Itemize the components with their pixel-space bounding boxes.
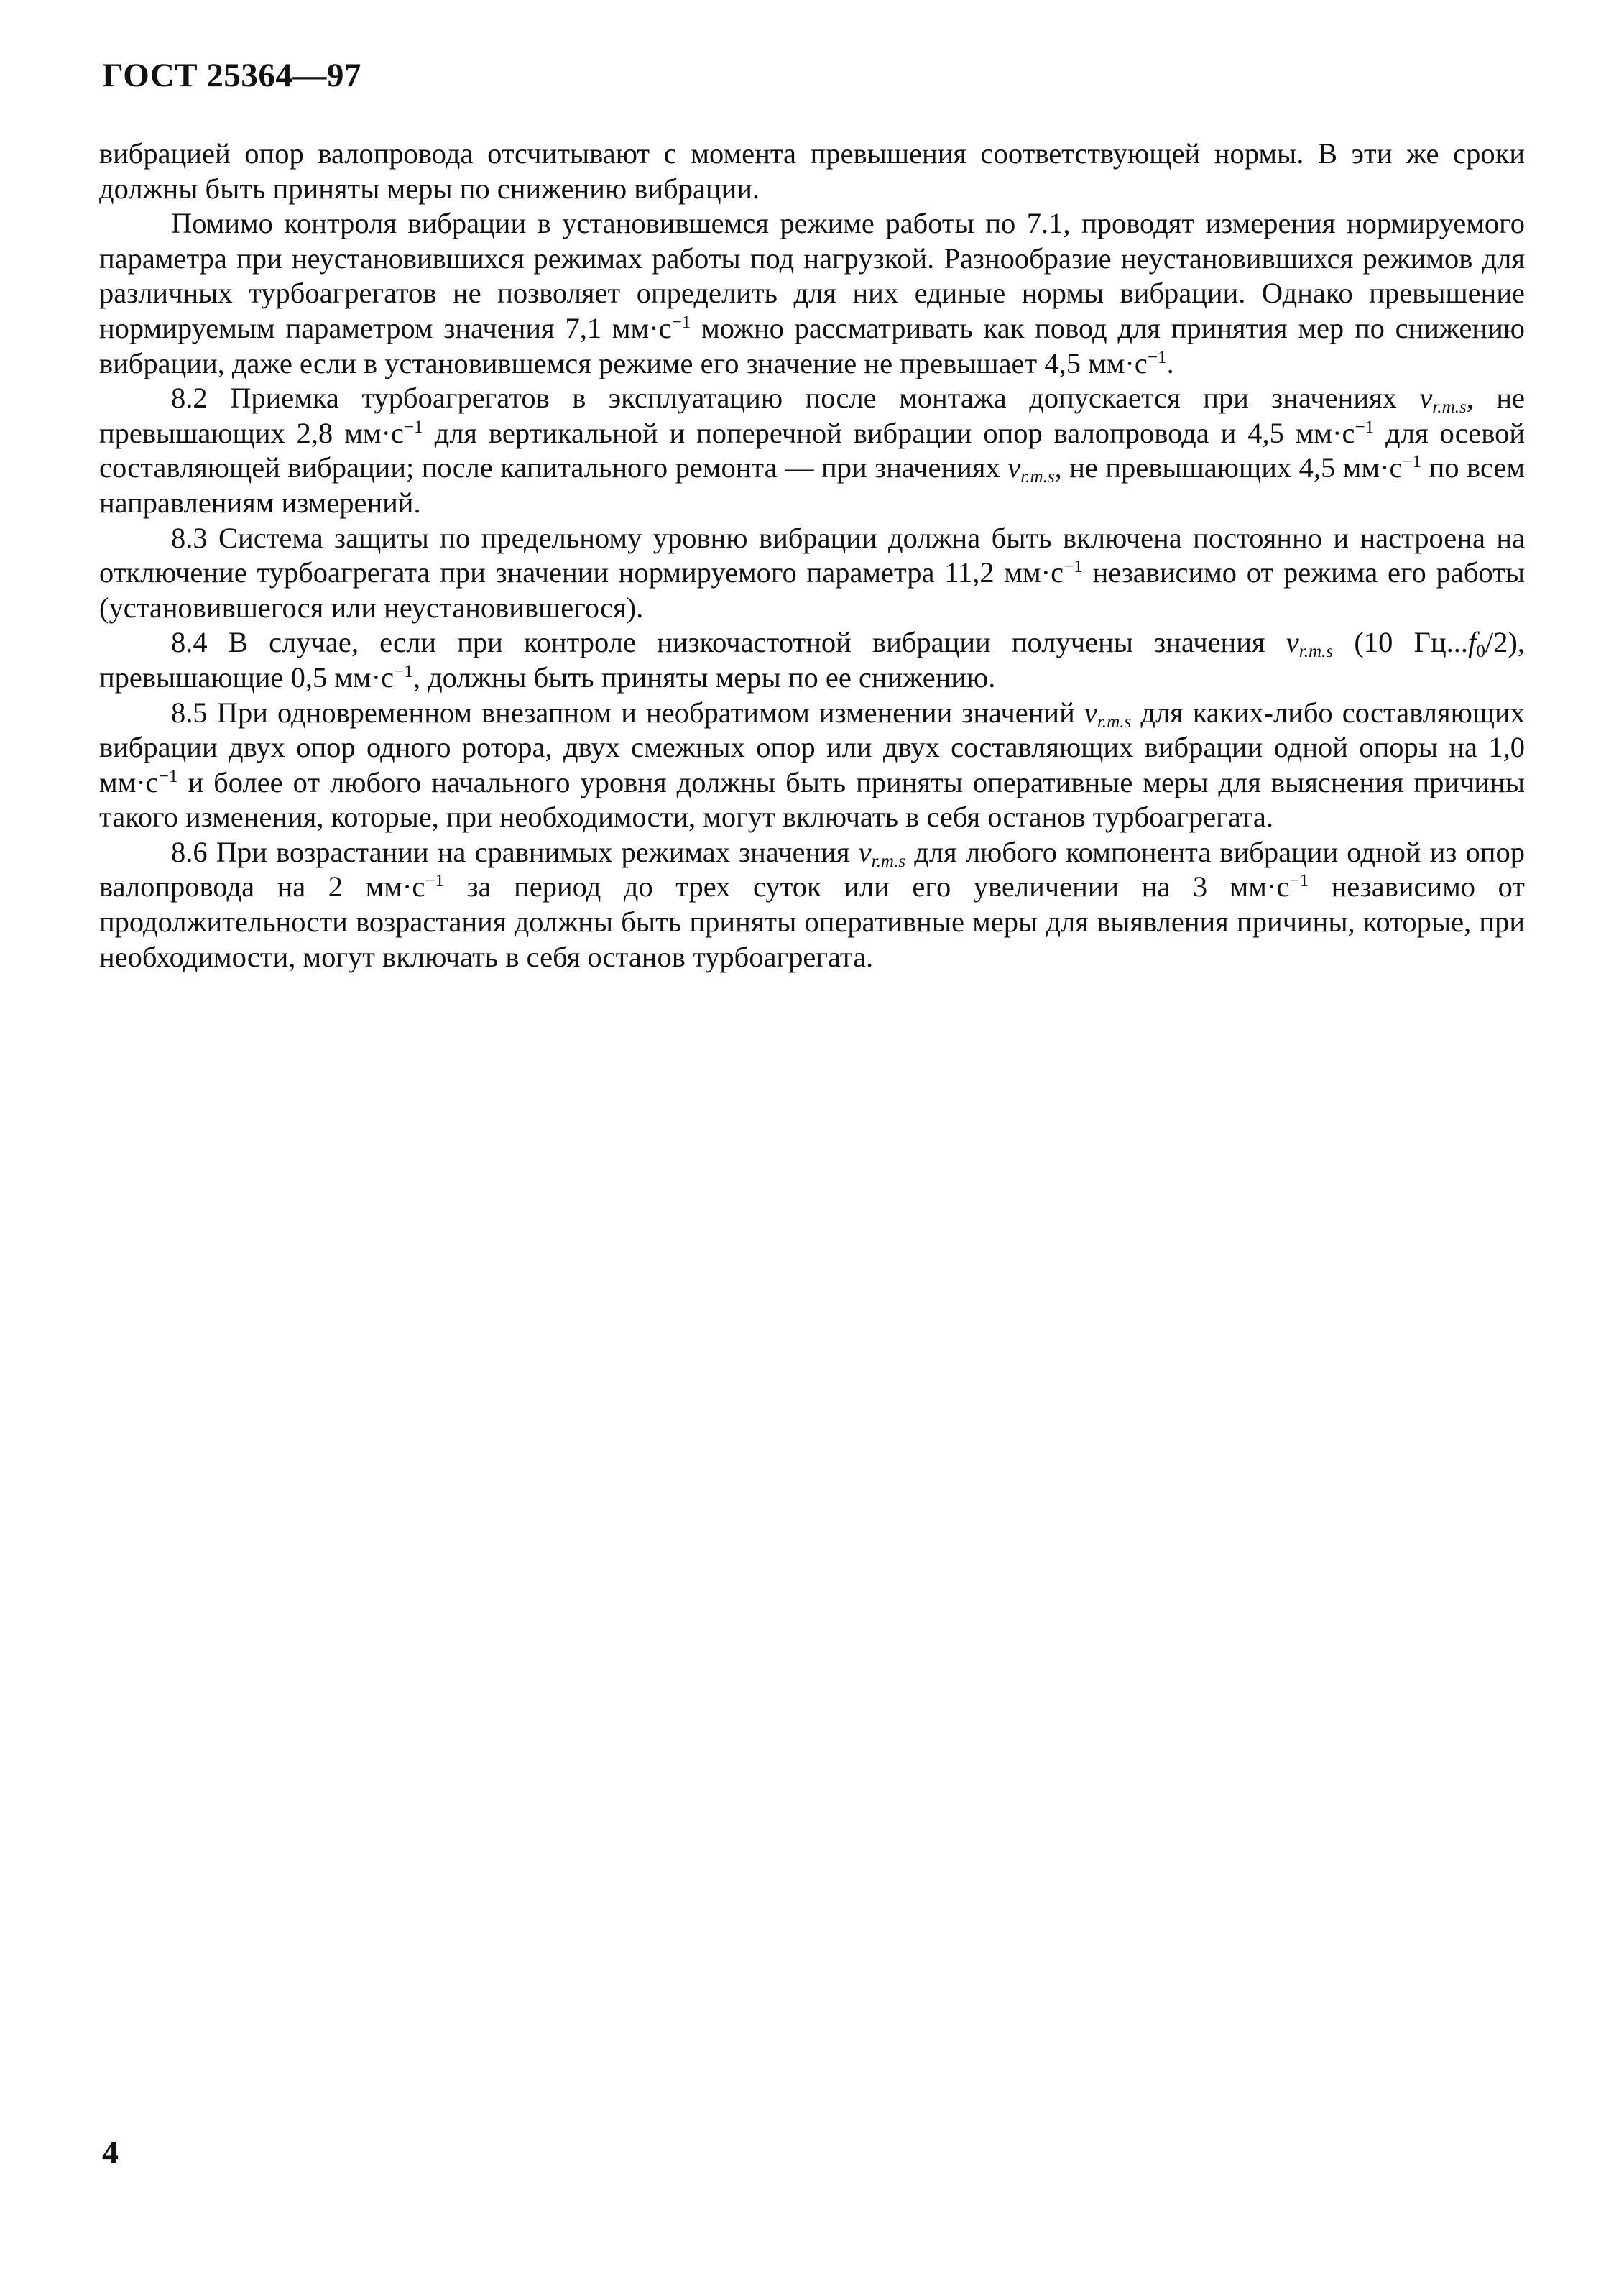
paragraph-8-4: 8.4 В случае, если при контроле низкочастотной вибрации получены значения $v_{r.m.s}$ (10 $Гц...f_0/2$), превышающие 0,5 $мм\cdot с^{-1}$, должны быть приняты меры по ее снижению. xyxy=(99,626,1526,694)
paragraph-transient-modes: Помимо контроля вибрации в установившемся режиме работы по 7.1, проводят измерения нормируемого параметра при неустановившихся режимах работы под нагрузкой. Разнообразие неустановившихся режимов для различных турбоагрегатов не позволяет определить для них единые нормы вибрации. Однако превышение нормируемым параметром значения 7,1 $мм\cdot с^{-1}$ можно рассматривать как повод для принятия мер по снижению вибрации, даже если в установившемся режиме его значение не превышает 4,5 $мм\cdot с^{-1}$. xyxy=(99,207,1526,379)
paragraph-8-6: 8.6 При возрастании на сравнимых режимах значения $v_{r.m.s}$ для любого компонента вибрации одной из опор валопровода на 2 $мм\cdot с^{-1}$ за период до трех суток или его увеличении на 3 $мм\cdot с^{-1}$ независимо от продолжительности возрастания должны быть приняты оперативные меры для выявления причины, которые, при необходимости, могут включать в себя останов турбоагрегата. xyxy=(99,835,1525,973)
page-number: 4 xyxy=(102,2134,119,2170)
document-body xyxy=(99,137,1525,975)
paragraph-8-3: 8.3 Система защиты по предельному уровню вибрации должна быть включена постоянно и настроена на отключение турбоагрегата при значении нормируемого параметра 11,2 $мм\cdot с^{-1}$ независимо от режима его работы (установившегося или неустановившегося). xyxy=(99,521,1526,624)
document-header: ГОСТ 25364—97 xyxy=(102,57,361,94)
paragraph-8-2: 8.2 Приемка турбоагрегатов в эксплуатацию после монтажа допускается при значениях $v_{r.m.s}$, не превышающих 2,8 $мм\cdot с^{-1}$ для вертикальной и поперечной вибрации опор валопровода и 4,5 $мм\cdot с^{-1}$ для осевой составляющей вибрации; после капитального ремонта — при значениях $v_{r.m.s}$, не превышающих 4,5 $мм\cdot с^{-1}$ по всем направлениям измерений. xyxy=(99,382,1525,519)
paragraph-continuation: вибрацией опор валопровода отсчитывают с момента превышения соответствующей нормы. В эти же сроки должны быть приняты меры по снижению вибрации. xyxy=(99,137,1525,205)
paragraph-8-5: 8.5 При одновременном внезапном и необратимом изменении значений $v_{r.m.s}$ для каких-либо составляющих вибрации двух опор одного ротора, двух смежных опор или двух составляющих вибрации одной опоры на 1,0 $мм\cdot с^{-1}$ и более от любого начального уровня должны быть приняты оперативные меры для выяснения причины такого изменения, которые, при необходимости, могут включать в себя останов турбоагрегата. xyxy=(99,696,1525,834)
